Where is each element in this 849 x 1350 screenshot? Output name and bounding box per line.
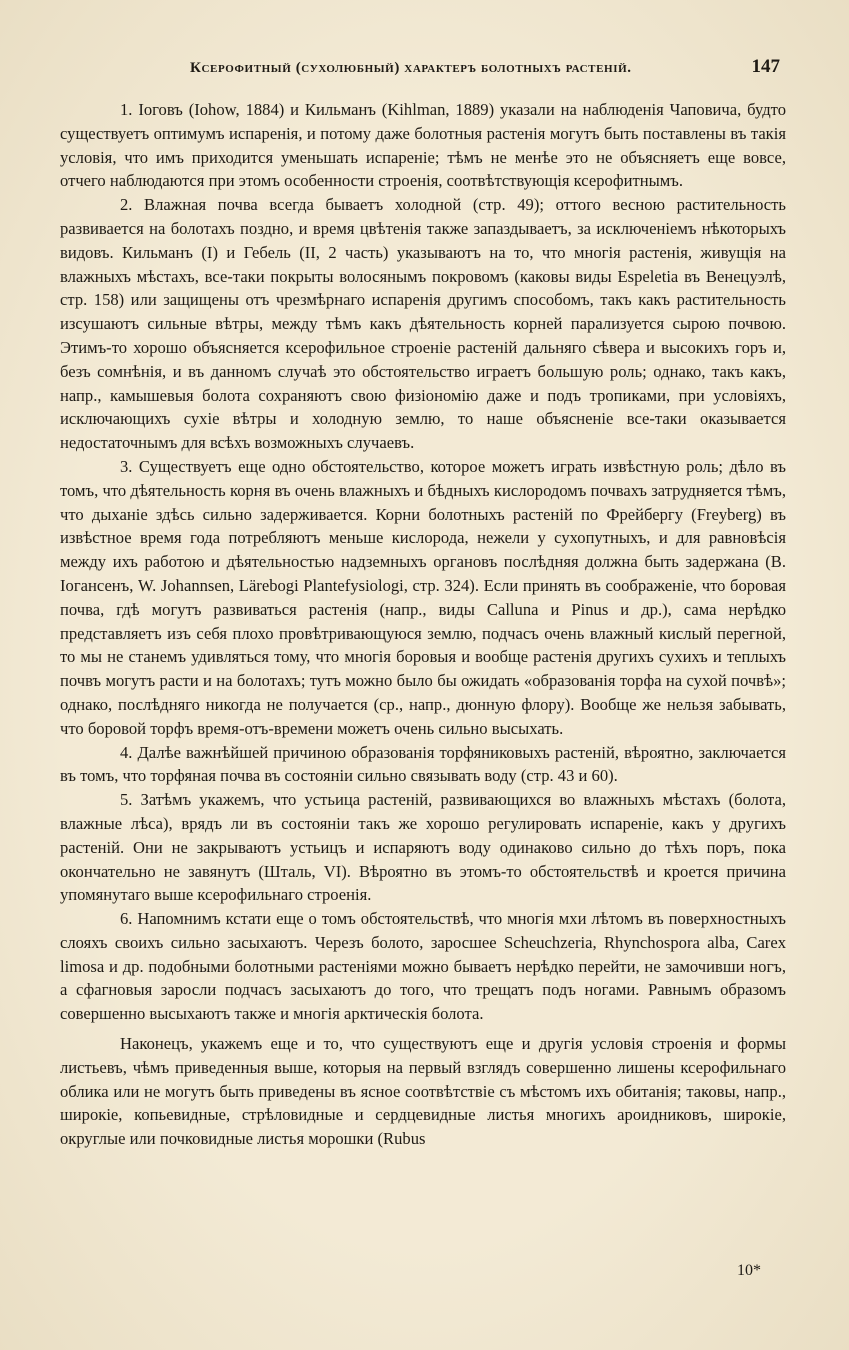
page-number: 147 — [751, 56, 780, 77]
paragraph-6: 6. Напомнимъ кстати еще о томъ обстоятельствѣ, что многія мхи лѣтомъ въ поверхностныхъ слояхъ своихъ сильно засыхаютъ. Черезъ болото, заросшее Scheuchzeria, Rhynchospora alba, Carex limosa и др. подобными болотными растеніями можно бываетъ нерѣдко перейти, не замочивши ногъ, а сфагновыя заросли подчасъ засыхаютъ до того, что трещатъ подъ ногами. Равнымъ образомъ совершенно высыхаютъ также и многія арктическія болота. — [60, 909, 786, 1024]
running-head: Ксерофитный (сухолюбный) характеръ болотныхъ растеній. — [190, 60, 632, 76]
paragraph-1: 1. Іоговъ (Iohow, 1884) и Кильманъ (Kihlman, 1889) указали на наблюденія Чаповича, будто существуетъ оптимумъ испаренія, и потому даже болотныя растенія могутъ быть поставлены въ такія условія, что имъ приходится уменьшать испареніе; тѣмъ не менѣе это не объясняетъ еще вовсе, отчего наблюдаются при этомъ особенности строенія, соотвѣтствующія ксерофитнымъ. — [60, 100, 786, 191]
paragraph-2: 2. Влажная почва всегда бываетъ холодной (стр. 49); оттого весною растительность развивается на болотахъ поздно, и время цвѣтенія также запаздываетъ, за исключеніемъ нѣкоторыхъ видовъ. Кильманъ (I) и Гебель (II, 2 часть) указываютъ на то, что многія растенія, живущія на влажныхъ мѣстахъ, все-таки покрыты волосянымъ покровомъ (каковы виды Espeletia въ Венецуэлѣ, стр. 158) или защищены отъ чрезмѣрнаго испаренія другимъ способомъ, такъ какъ растительность изсушаютъ сильные вѣтры, между тѣмъ какъ дѣятельность корней парализуется сырою почвою. Этимъ-то хорошо объясняется ксерофильное строеніе растеній дальняго сѣвера и высокихъ горъ и, безъ сомнѣнія, и въ данномъ случаѣ это обстоятельство играетъ большую роль; однако, такъ какъ, напр., камышевыя болота сохраняютъ свою физіономію даже и подъ тропиками, при условіяхъ, исключающихъ сухіе вѣтры и холодную землю, то наше объясненіе все-таки оказывается недостаточнымъ для всѣхъ возможныхъ случаевъ. — [60, 195, 786, 453]
page-header — [60, 56, 790, 86]
paragraph-4: 4. Далѣе важнѣйшей причиною образованія торфяниковыхъ растеній, вѣроятно, заключается въ томъ, что торфяная почва въ состояніи сильно связывать воду (стр. 43 и 60). — [60, 742, 786, 786]
paragraph-5: 5. Затѣмъ укажемъ, что устьица растеній, развивающихся во влажныхъ мѣстахъ (болота, влажные лѣса), врядъ ли въ состояніи такъ же хорошо регулировать испареніе, какъ у другихъ растеній. Они не закрываютъ устьицъ и испаряютъ воду одинаково сильно до тѣхъ поръ, пока окончательно не завянутъ (Шталь, VI). Вѣроятно въ этомъ-то обстоятельствѣ и кроется причина упомянутаго выше ксерофильнаго строенія. — [60, 790, 786, 905]
body-text — [60, 98, 786, 1151]
paragraph-3: 3. Существуетъ еще одно обстоятельство, которое можетъ играть извѣстную роль; дѣло въ томъ, что дѣятельность корня въ очень влажныхъ и бѣдныхъ кислородомъ почвахъ затрудняется тѣмъ, что дыханіе здѣсь сильно задерживается. Корни болотныхъ растеній по Фрейбергу (Freyberg) въ извѣстное время года потребляютъ меньше кислорода, нежели у сухопутныхъ, и для равновѣсія между ихъ работою и дѣятельностью надземныхъ органовъ послѣдняя должна быть задержана (В. Іогансенъ, W. Johannsen, Lärebogi Plantefysiologi, стр. 324). Если принять въ соображеніе, что боровая почва, гдѣ могутъ развиваться растенія (напр., виды Calluna и Pinus и др.), сама нерѣдко представляетъ изъ себя плохо провѣтривающуюся землю, подчасъ очень влажный кислый перегной, то мы не станемъ удивляться тому, что многія боровыя и вообще растенія другихъ сухихъ и теплыхъ почвъ могутъ расти и на болотахъ; тутъ можно было бы ожидать «образованія торфа на сухой почвѣ»; однако, послѣдняго никогда не получается (ср., напр., дюнную флору). Вообще же нельзя забывать, что боровой торфъ время-отъ-времени можетъ очень сильно высыхать. — [60, 456, 786, 738]
signature-mark: 10* — [737, 1262, 761, 1279]
paragraph-7: Наконецъ, укажемъ еще и то, что существуютъ еще и другія условія строенія и формы листьевъ, чѣмъ приведенныя выше, которыя на первый взглядъ совершенно лишены ксерофильнаго облика или не могутъ быть приведены въ ясное соотвѣтствіе съ мѣстомъ ихъ обитанія; таковы, напр., широкіе, копьевидные, стрѣловидные и сердцевидные листья многихъ ароидниковъ, широкіе, округлые или почковидные листья морошки (Rubus — [60, 1034, 786, 1149]
